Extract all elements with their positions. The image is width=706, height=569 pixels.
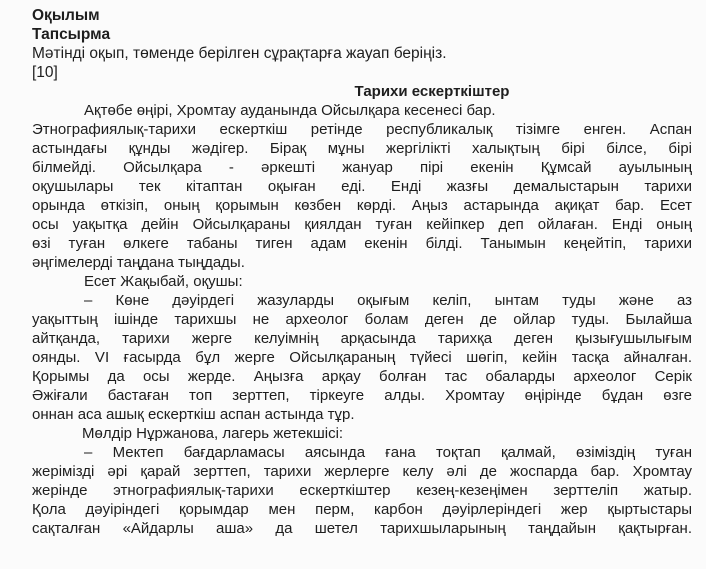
paragraph-line: айтқанда, тарихи жерге келуімнің арқасында тарихқа деген қызығушылығым [32, 330, 692, 347]
speaker-moldir: Мөлдір Нұржанова, лагерь жетекшісі: [82, 425, 344, 442]
paragraph-line: сақталған «Айдарлы аша» да шетел тарихшыларының таңдайын қақтырған. [32, 520, 692, 537]
quote-moldir [32, 443, 692, 538]
paragraph-line: Этнографиялық-тарихи ескерткіш ретінде республикалық тізімге енген. Аспан [32, 121, 692, 138]
paragraph-line: оннан аса ашық ескерткіш аспан астында тұр. [32, 406, 355, 423]
paragraph-line: осы уақытқа дейін Ойсылқараны қиялдан туған кейіпкер деп ойлаған. Енді оның [32, 216, 692, 233]
task-points: [10] [32, 64, 58, 81]
quote-esset [32, 291, 692, 424]
paragraph-line: Қола дәуіріндегі қорымдар мен перм, карбон дәуірлеріндегі жер қыртыстары [32, 501, 692, 518]
paragraph-line: уақыттың ішінде тарихшы не археолог болам деген де ойлар туды. Былайша [32, 311, 692, 328]
paragraph-line: Ақтөбе өңірі, Хромтау ауданында Ойсылқара кесенесі бар. [84, 102, 496, 119]
task-label: Тапсырма [32, 26, 111, 43]
paragraph-line: өзі туған өлкеге табаны тиген адам екенін білді. Танымын кеңейтіп, тарихи [32, 235, 692, 252]
section-heading: Оқылым [32, 7, 100, 24]
paragraph-line: жерінде этнографиялық-тарихи ескерткіштер кезең-кезеңімен зерттеліп жатыр. [32, 482, 692, 499]
paragraph-line: Әжіғали бастаған топ зерттеп, тіркеуге алды. Хромтау өңірінде бұдан өзге [32, 387, 692, 404]
paragraph-line: білмейді. Ойсылқара - әркешті жануар пірі екенін Құмсай ауылының [32, 159, 692, 176]
article-title: Тарихи ескерткіштер [354, 83, 510, 100]
paragraph-line: Қорымы да осы жерде. Аңызға арқау болған тас обаларды археолог Серік [32, 368, 692, 385]
paragraph-line: оқушылары тек кітаптан оқыған еді. Енді жазғы демалыстарын тарихи [32, 178, 692, 195]
paragraph-line: әңгімелерді таңдана тыңдады. [32, 254, 245, 271]
paragraph-line: – Көне дәуірдегі жазуларды оқығым келіп, ынтам туды және аз [84, 292, 692, 309]
task-instruction: Мәтінді оқып, төменде берілген сұрақтарға жауап беріңіз. [32, 45, 447, 62]
intro-paragraph [32, 101, 692, 272]
paragraph-line: – Мектеп бағдарламасы аясында ғана тоқтап қалмай, өзіміздің туған [84, 444, 692, 461]
speaker-esset: Есет Жақыбай, оқушы: [84, 273, 243, 290]
paragraph-line: астындағы құнды жәдігер. Бірақ мұны жергілікті халықтың бірі білсе, бірі [32, 140, 692, 157]
paragraph-line: оянды. VI ғасырда бұл жерге Ойсылқараның түйесі шөгіп, кейін тасқа айналған. [32, 349, 692, 366]
paragraph-line: орында өткізіп, оның қорымын көзбен көрді. Аңыз астарында ақиқат бар. Есет [32, 197, 692, 214]
paragraph-line: жерімізді әрі қарай зерттеп, тарихи жерлерге келу әлі де жоспарда бар. Хромтау [32, 463, 692, 480]
